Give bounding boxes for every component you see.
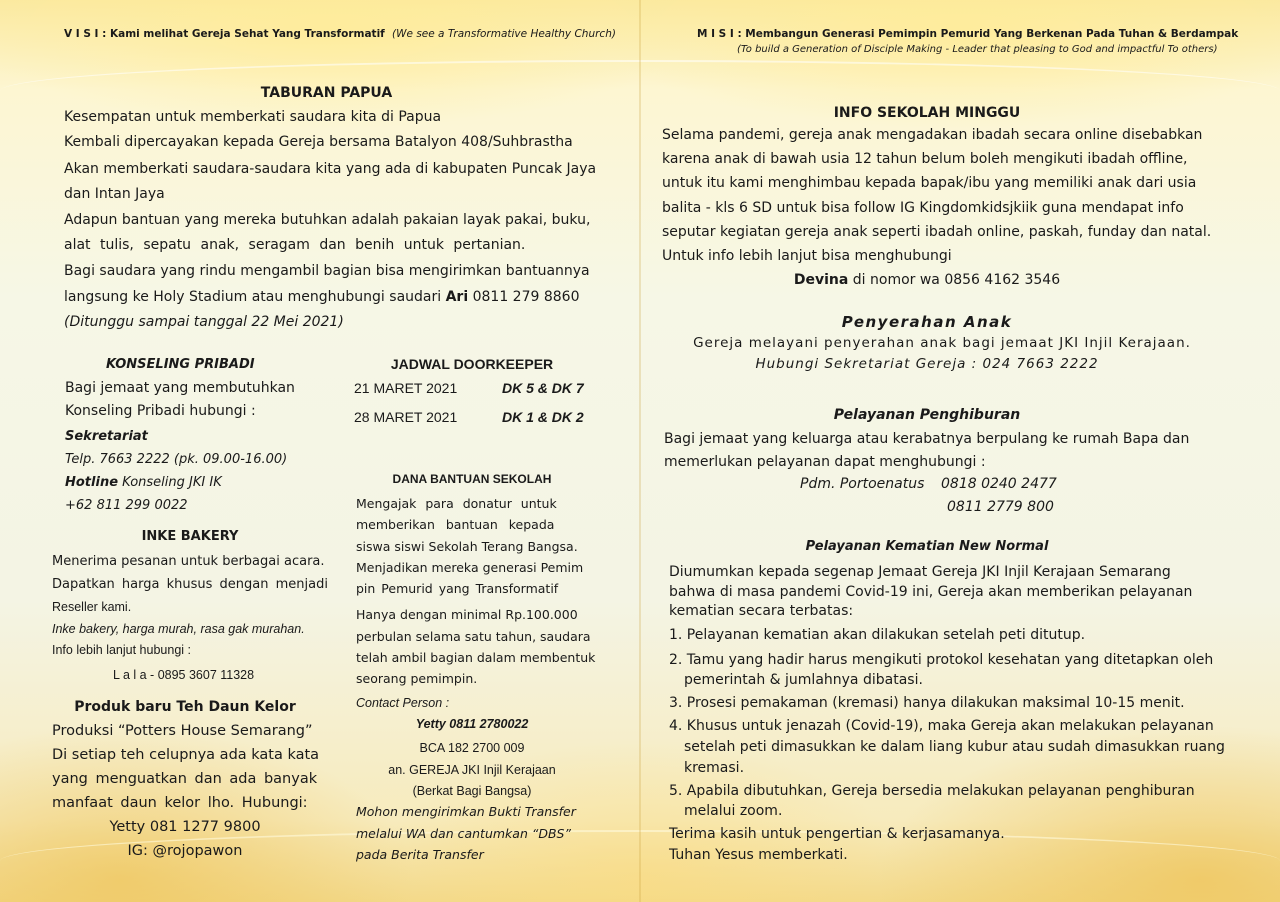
konseling-title: KONSELING PRIBADI [106, 357, 255, 372]
dana-line: Hanya dengan minimal Rp.100.000 [356, 607, 578, 622]
kematian-item-cont: kremasi. [684, 760, 745, 776]
dana-note: pada Berita Transfer [356, 847, 484, 862]
penghiburan-phone: 0811 2779 800 [947, 499, 1054, 515]
bakery-line: Reseller kami. [52, 600, 132, 614]
sekolah-minggu-line: balita - kls 6 SD untuk bisa follow IG Kingdomkidsjkiik guna mendapat info [662, 200, 1184, 216]
kematian-intro: Diumumkan kepada segenap Jemaat Gereja JKI Injil Kerajaan Semarang [669, 564, 1171, 580]
taburan-contact-name: Ari [445, 289, 469, 305]
sekolah-minggu-contact [662, 271, 1192, 289]
kematian-item-cont: melalui zoom. [684, 803, 783, 819]
konseling-hotline-phone: +62 811 299 0022 [65, 498, 188, 513]
taburan-title: TABURAN PAPUA [260, 85, 393, 101]
konseling-line: Konseling Pribadi hubungi : [65, 403, 256, 419]
visi-header [64, 27, 616, 41]
sekolah-minggu-line: untuk itu kami menghimbau kepada bapak/ibu yang memiliki anak dari usia [662, 175, 1197, 191]
konseling-sekretariat: Sekretariat [65, 429, 148, 444]
penghiburan-contact-name: Pdm. Portoenatus [800, 476, 925, 492]
penyerahan-title: Penyerahan Anak [841, 313, 1013, 331]
kematian-thanks: Terima kasih untuk pengertian & kerjasamanya. [669, 826, 1005, 842]
dana-line: Menjadikan mereka generasi Pemim [356, 560, 584, 575]
taburan-line: alat tulis, sepatu anak, seragam dan benih untuk pertanian. [64, 237, 526, 253]
penghiburan-line: memerlukan pelayanan dapat menghubungi : [664, 454, 986, 470]
kelor-line: yang menguatkan dan ada banyak [52, 771, 318, 787]
misi-header: M I S I : Membangun Generasi Pemimpin Pemurid Yang Berkenan Pada Tuhan & Berdampak [697, 28, 1239, 40]
dana-title: DANA BANTUAN SEKOLAH [392, 472, 552, 486]
dana-line: telah ambil bagian dalam membentuk [356, 650, 596, 665]
dana-account: an. GEREJA JKI Injil Kerajaan [388, 763, 556, 777]
taburan-line: Adapun bantuan yang mereka butuhkan adalah pakaian layak pakai, buku, [64, 212, 591, 228]
kematian-item: 4. Khusus untuk jenazah (Covid-19), maka Gereja akan melakukan pelayanan [669, 718, 1214, 734]
sekolah-minggu-line: Untuk info lebih lanjut bisa menghubungi [662, 248, 952, 264]
kematian-title: Pelayanan Kematian New Normal [805, 539, 1049, 554]
kematian-item: 3. Prosesi pemakaman (kremasi) hanya dilakukan maksimal 10-15 menit. [669, 695, 1185, 711]
kematian-item: 5. Apabila dibutuhkan, Gereja bersedia melakukan pelayanan penghiburan [669, 783, 1195, 799]
konseling-telp: Telp. 7663 2222 (pk. 09.00-16.00) [65, 452, 288, 467]
sekolah-minggu-contact-name: Devina [793, 272, 849, 288]
dana-line: memberikan bantuan kepada [356, 517, 555, 532]
misi-english: (To build a Generation of Disciple Making - Leader that pleasing to God and impactful To others) [737, 44, 1218, 55]
taburan-line: Kembali dipercayakan kepada Gereja bersama Batalyon 408/Suhbrastha [64, 134, 573, 150]
doorkeeper-date: 21 MARET 2021 [354, 380, 458, 396]
bakery-title: INKE BAKERY [141, 529, 239, 544]
penghiburan-line: Bagi jemaat yang keluarga atau kerabatnya berpulang ke rumah Bapa dan [664, 431, 1190, 447]
dana-line: pin Pemurid yang Transformatif [356, 581, 559, 596]
kelor-title: Produk baru Teh Daun Kelor [74, 699, 296, 715]
penghiburan-title: Pelayanan Penghiburan [833, 407, 1021, 423]
doorkeeper-dk: DK 1 & DK 2 [502, 409, 584, 425]
sekolah-minggu-contact-text: di nomor wa 0856 4162 3546 [852, 272, 1061, 288]
penyerahan-line: Gereja melayani penyerahan anak bagi jemaat JKI Injil Kerajaan. [693, 335, 1191, 351]
bakery-line: Dapatkan harga khusus dengan menjadi [52, 577, 328, 592]
taburan-line: Bagi saudara yang rindu mengambil bagian bisa mengirimkan bantuannya [64, 263, 590, 279]
dana-contact-label: Contact Person : [356, 696, 450, 710]
dana-note: melalui WA dan cantumkan “DBS” [356, 826, 571, 841]
taburan-line: Kesempatan untuk memberkati saudara kita di Papua [64, 109, 442, 125]
taburan-line: Akan memberkati saudara-saudara kita yang ada di kabupaten Puncak Jaya [64, 161, 597, 177]
bakery-tagline: Inke bakery, harga murah, rasa gak murahan. [52, 622, 305, 636]
visi-english: (We see a Transformative Healthy Church) [392, 28, 616, 40]
taburan-contact-prefix: langsung ke Holy Stadium atau menghubungi saudari [64, 289, 442, 305]
dana-account-sub: (Berkat Bagi Bangsa) [412, 784, 532, 798]
dana-bank: BCA 182 2700 009 [419, 741, 525, 755]
kematian-intro: kematian secara terbatas: [669, 603, 854, 619]
dana-line: perbulan selama satu tahun, saudara [356, 629, 591, 644]
sekolah-minggu-title: INFO SEKOLAH MINGGU [833, 105, 1021, 121]
dana-note: Mohon mengirimkan Bukti Transfer [356, 804, 576, 819]
doorkeeper-dk: DK 5 & DK 7 [502, 380, 584, 396]
kematian-item-cont: pemerintah & jumlahnya dibatasi. [684, 672, 923, 688]
visi-text: V I S I : Kami melihat Gereja Sehat Yang Transformatif [64, 28, 385, 40]
bakery-info: Info lebih lanjut hubungi : [52, 643, 191, 657]
kematian-item-cont: setelah peti dimasukkan ke dalam liang kubur atau sudah dimasukkan ruang [684, 739, 1225, 755]
right-page [640, 0, 1280, 902]
taburan-contact [64, 288, 579, 306]
bakery-line: Menerima pesanan untuk berbagai acara. [52, 554, 325, 569]
kelor-line: Di setiap teh celupnya ada kata kata [52, 747, 320, 763]
doorkeeper-date: 28 MARET 2021 [354, 409, 458, 425]
kelor-line: IG: @rojopawon [127, 843, 243, 859]
hotline-label: Hotline [65, 475, 119, 490]
penghiburan-phone: 0818 0240 2477 [941, 476, 1057, 492]
kematian-intro: bahwa di masa pandemi Covid-19 ini, Gereja akan memberikan pelayanan [669, 584, 1193, 600]
taburan-contact-phone: 0811 279 8860 [472, 289, 580, 305]
konseling-hotline [65, 474, 222, 492]
hotline-text: Konseling JKI IK [122, 475, 222, 490]
sekolah-minggu-line: karena anak di bawah usia 12 tahun belum boleh mengikuti ibadah offline, [662, 151, 1188, 167]
dana-line: siswa siswi Sekolah Terang Bangsa. [356, 539, 578, 554]
konseling-line: Bagi jemaat yang membutuhkan [65, 380, 295, 396]
dana-contact-name: Yetty 0811 2780022 [415, 717, 529, 731]
kelor-line: manfaat daun kelor lho. Hubungi: [52, 795, 308, 811]
penyerahan-line: Hubungi Sekretariat Gereja : 024 7663 2222 [755, 356, 1099, 372]
dana-line: seorang pemimpin. [356, 671, 478, 686]
taburan-deadline: (Ditunggu sampai tanggal 22 Mei 2021) [64, 314, 344, 330]
sekolah-minggu-line: seputar kegiatan gereja anak seperti ibadah online, paskah, funday dan natal. [662, 224, 1212, 240]
kematian-blessing: Tuhan Yesus memberkati. [669, 847, 848, 863]
dana-line: Mengajak para donatur untuk [356, 496, 557, 511]
bakery-contact: L a l a - 0895 3607 11328 [113, 668, 255, 682]
kelor-line: Yetty 081 1277 9800 [109, 819, 261, 835]
doorkeeper-title: JADWAL DOORKEEPER [390, 356, 554, 372]
kematian-item: 2. Tamu yang hadir harus mengikuti protokol kesehatan yang ditetapkan oleh [669, 652, 1214, 668]
kelor-line: Produksi “Potters House Semarang” [52, 723, 313, 739]
kematian-item: 1. Pelayanan kematian akan dilakukan setelah peti ditutup. [669, 627, 1086, 643]
sekolah-minggu-line: Selama pandemi, gereja anak mengadakan ibadah secara online disebabkan [662, 127, 1203, 143]
taburan-line: dan Intan Jaya [64, 186, 165, 202]
